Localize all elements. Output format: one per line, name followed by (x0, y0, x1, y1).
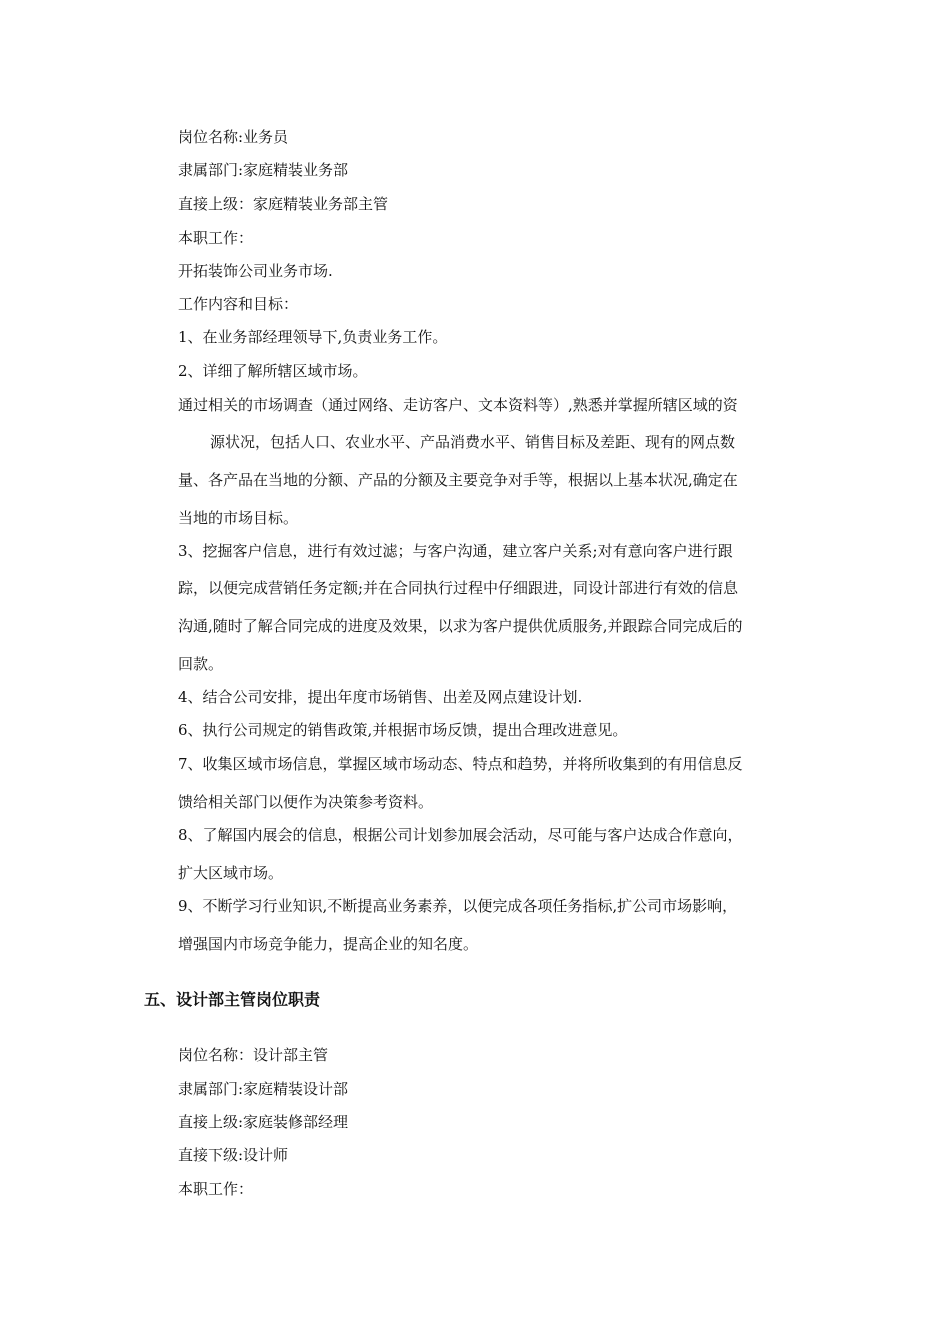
list-item: 踪，以便完成营销任务定额;并在合同执行过程中仔细跟进，同设计部进行有效的信息 (178, 579, 739, 597)
list-item: 2、详细了解所辖区域市场。 (178, 362, 368, 380)
direct-superior: 直接上级：家庭精装业务部主管 (178, 195, 389, 213)
list-item: 7、收集区域市场信息，掌握区域市场动态、特点和趋势，并将所收集到的有用信息反 (178, 755, 743, 773)
department-2: 隶属部门:家庭精装设计部 (178, 1080, 349, 1098)
list-item: 增强国内市场竞争能力，提高企业的知名度。 (178, 935, 479, 953)
duty-text: 开拓装饰公司业务市场. (178, 262, 333, 280)
list-item: 当地的市场目标。 (178, 509, 299, 527)
direct-subordinate: 直接下级:设计师 (178, 1146, 289, 1164)
duty-label-2: 本职工作： (178, 1180, 254, 1198)
department: 隶属部门:家庭精装业务部 (178, 161, 349, 179)
direct-superior-2: 直接上级:家庭装修部经理 (178, 1113, 349, 1131)
list-item: 9、不断学习行业知识,不断提高业务素养，以便完成各项任务指标,扩公司市场影响， (178, 897, 738, 915)
list-item: 4、结合公司安排，提出年度市场销售、出差及网点建设计划. (178, 688, 583, 706)
list-item: 8、了解国内展会的信息，根据公司计划参加展会活动，尽可能与客户达成合作意向， (178, 826, 743, 844)
list-item: 6、执行公司规定的销售政策,并根据市场反馈，提出合理改进意见。 (178, 721, 628, 739)
list-item: 馈给相关部门以便作为决策参考资料。 (178, 793, 434, 811)
position-name-2: 岗位名称：设计部主管 (178, 1046, 329, 1064)
list-item: 回款。 (178, 655, 224, 673)
list-item: 3、挖掘客户信息，进行有效过滤；与客户沟通，建立客户关系;对有意向客户进行跟 (178, 542, 733, 560)
content-label: 工作内容和目标： (178, 295, 299, 313)
position-name: 岗位名称:业务员 (178, 128, 289, 146)
section-heading: 五、设计部主管岗位职责 (144, 990, 321, 1009)
list-item: 源状况，包括人口、农业水平、产品消费水平、销售目标及差距、现有的网点数 (210, 433, 736, 451)
list-item: 扩大区域市场。 (178, 864, 284, 882)
duty-label: 本职工作： (178, 229, 254, 247)
list-item: 通过相关的市场调查（通过网络、走访客户、文本资料等）,熟悉并掌握所辖区域的资 (178, 396, 738, 414)
list-item: 沟通,随时了解合同完成的进度及效果，以求为客户提供优质服务,并跟踪合同完成后的 (178, 617, 743, 635)
list-item: 量、各产品在当地的分额、产品的分额及主要竞争对手等，根据以上基本状况,确定在 (178, 471, 738, 489)
list-item: 1、在业务部经理领导下,负责业务工作。 (178, 328, 448, 346)
